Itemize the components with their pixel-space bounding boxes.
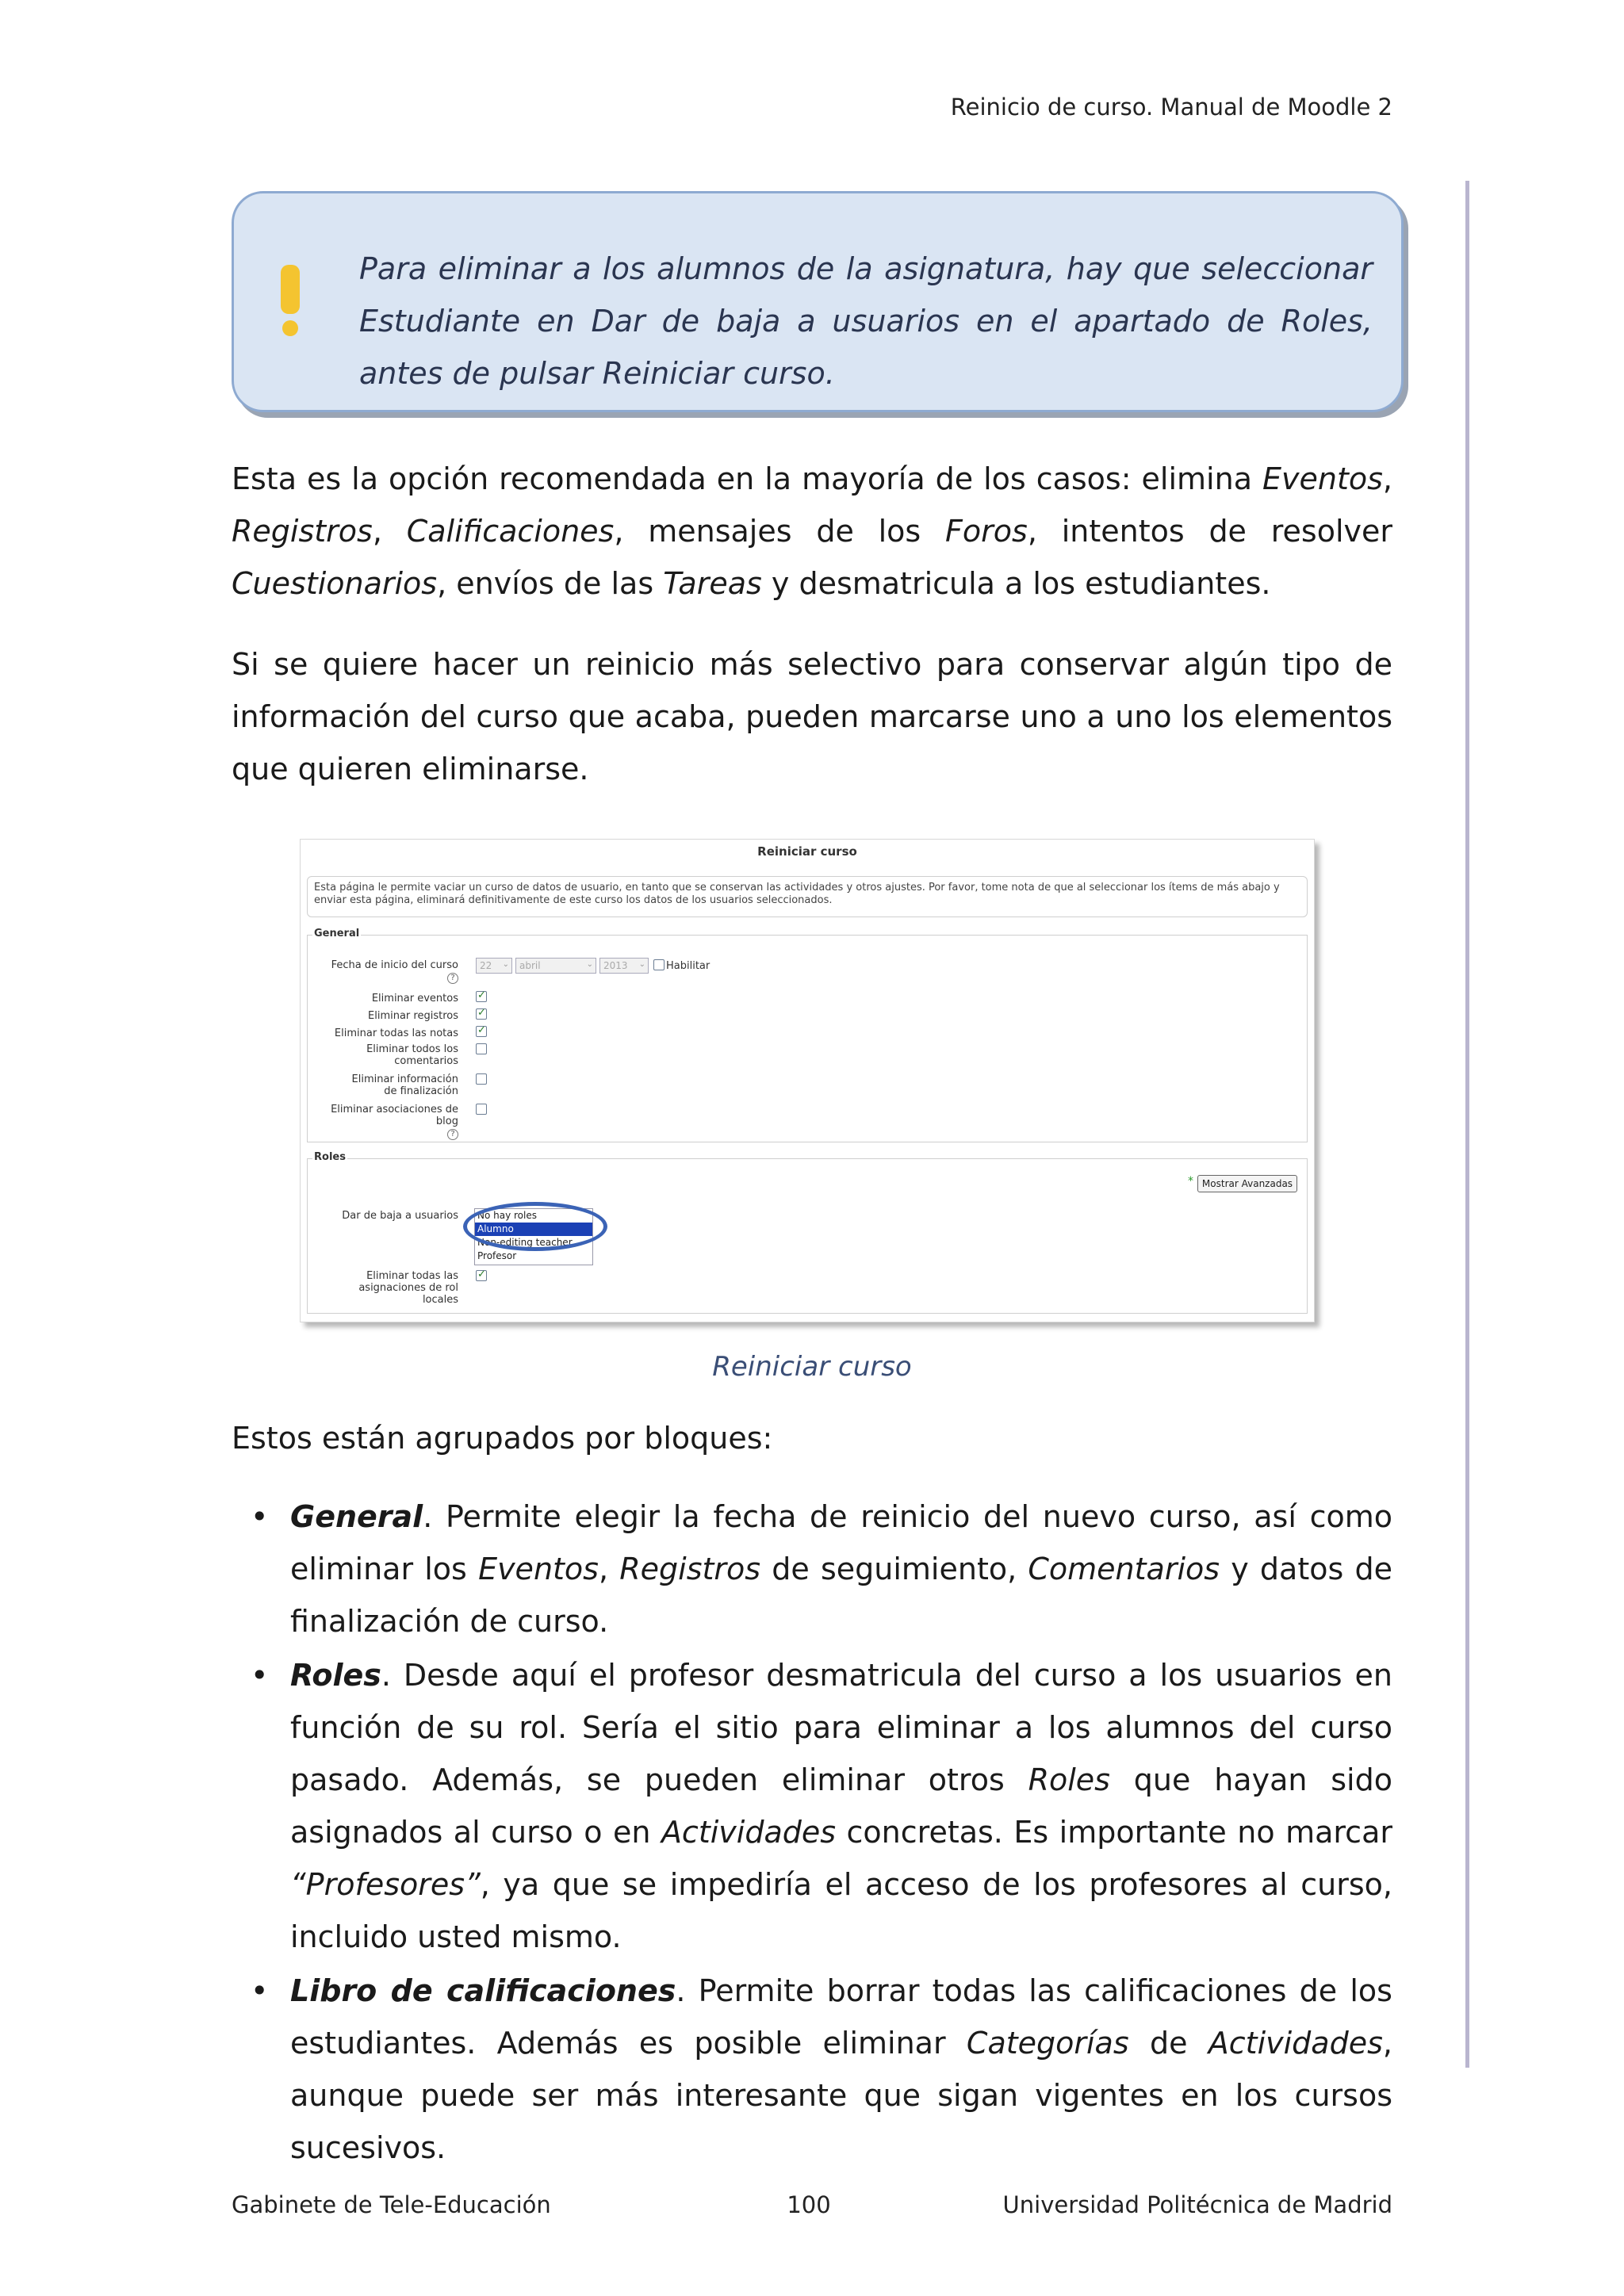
highlight-ring [463,1202,607,1251]
delete-comments-checkbox[interactable] [476,1043,487,1054]
running-header: Reinicio de curso. Manual de Moodle 2 [950,94,1392,121]
delete-blog-label: Eliminar asociaciones de blog ? [331,1104,458,1138]
delete-notes-checkbox[interactable] [476,1026,487,1037]
figure-caption: Reiniciar curso [712,1351,912,1383]
unenrol-users-label: Dar de baja a usuarios [342,1210,458,1222]
enable-date-label: Habilitar [666,960,710,972]
enable-date-checkbox[interactable] [653,959,665,970]
help-icon[interactable]: ? [447,1129,458,1140]
page-side-rule [1465,181,1469,2068]
month-select[interactable]: abril ⌄ [515,958,596,974]
show-advanced-button[interactable]: Mostrar Avanzadas [1197,1175,1297,1192]
delete-logs-checkbox[interactable] [476,1008,487,1020]
roles-fieldset [307,1151,1308,1314]
role-option[interactable]: Profesor [477,1250,517,1261]
bullet-icon: • [251,1973,269,2008]
roles-legend: Roles [314,1151,346,1163]
delete-notes-label: Eliminar todas las notas [334,1027,458,1039]
paragraph-recommended-option: Esta es la opción recomendada en la mayoría de los casos: elimina Eventos, Registros, Calificaciones, mensajes de los Foros, intentos de resolver Cuestionarios, envíos de las Tareas y desmatricula a los estudiantes. [232,461,1392,601]
remove-local-roles-label: Eliminar todas las asignaciones de rol locales [358,1270,458,1306]
chevron-down-icon: ⌄ [638,960,645,969]
delete-completion-label: Eliminar información de finalización [351,1073,458,1097]
day-select[interactable]: 22 ⌄ [476,958,512,974]
page-number: 100 [787,2191,831,2218]
exclamation-icon [278,265,302,338]
help-icon[interactable]: ? [447,973,458,984]
delete-events-checkbox[interactable] [476,991,487,1002]
role-option[interactable]: No hay roles [477,1210,537,1221]
delete-comments-label: Eliminar todos los comentarios [366,1043,458,1067]
delete-events-label: Eliminar eventos [371,993,458,1004]
year-select[interactable]: 2013 ⌄ [599,958,649,974]
paragraph-selective-reset: Si se quiere hacer un reinicio más selectivo para conservar algún tipo de información del curso que acaba, pueden marcarse uno a uno los elementos que quieren eliminarse. [232,647,1392,786]
general-legend: General [314,928,360,939]
delete-logs-label: Eliminar registros [368,1010,458,1022]
list-item-roles: • Roles. Desde aquí el profesor desmatricula del curso a los usuarios en función de su rol. Sería el sitio para eliminar a los alumnos del curso pasado. Además, se pueden eliminar otros Roles que hayan sido asignados al curso o en Actividades concretas. Es importante no marcar “Profesores”, ya que se impediría el acceso de los profesores al curso, incluido usted mismo. [232,1649,1392,1963]
role-option[interactable]: Non-editing teacher [477,1237,573,1248]
role-option-selected[interactable]: Alumno [475,1223,592,1236]
chevron-down-icon: ⌄ [502,960,509,969]
start-date-row: Fecha de inicio del curso ? [331,959,458,982]
general-fieldset [307,928,1308,1142]
blocks-list [232,1490,1392,2175]
delete-blog-checkbox[interactable] [476,1104,487,1115]
bullet-icon: • [251,1499,269,1534]
delete-completion-checkbox[interactable] [476,1073,487,1085]
remove-local-roles-checkbox[interactable] [476,1270,487,1281]
figure-title: Reiniciar curso [757,844,857,859]
list-item-gradebook: • Libro de calificaciones. Permite borrar todas las calificaciones de los estudiantes. Además es posible eliminar Categorías de Actividades, aunque puede ser más interesante que sigan vigentes en los cursos sucesivos. [232,1965,1392,2174]
reset-course-screenshot [300,839,1315,1322]
footer-left: Gabinete de Tele-Educación [232,2191,551,2218]
bullet-icon: • [251,1658,269,1693]
chevron-down-icon: ⌄ [586,960,593,969]
star-icon: * [1188,1175,1193,1188]
note-text: Para eliminar a los alumnos de la asignatura, hay que seleccionar Estudiante en Dar de baja a usuarios en el apartado de Roles, antes de pulsar Reiniciar curso. [359,251,1373,391]
list-item-general: • General. Permite elegir la fecha de reinicio del nuevo curso, así como eliminar los Eventos, Registros de seguimiento, Comentarios y datos de finalización de curso. [232,1490,1392,1647]
paragraph-blocks-intro: Estos están agrupados por bloques: [232,1421,773,1456]
footer-right: Universidad Politécnica de Madrid [1002,2191,1392,2218]
figure-intro-box: Esta página le permite vaciar un curso de datos de usuario, en tanto que se conservan las actividades y otros ajustes. Por favor, tome nota de que al seleccionar los ítems de más abajo y enviar esta página, eliminará definitivamente de este curso los datos de los usuarios seleccionados. [307,876,1308,917]
note-callout [232,191,1404,412]
